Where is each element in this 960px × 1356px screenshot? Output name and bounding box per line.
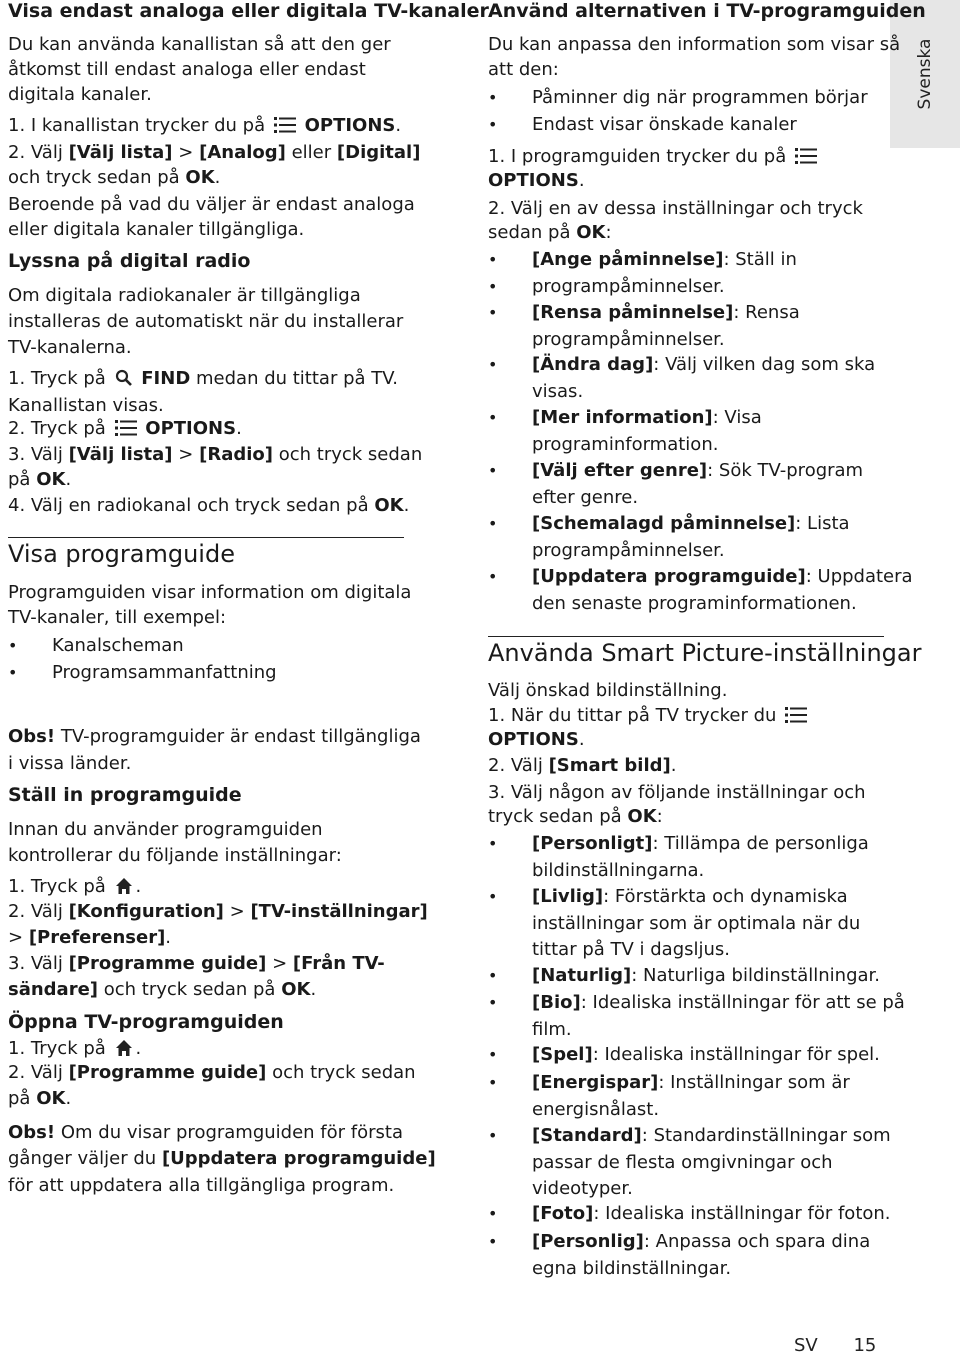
list-continuation: programpåminnelser. <box>532 329 725 350</box>
section-heading-guide-options: Använd alternativen i TV-programguiden <box>488 0 926 22</box>
language-label: Svenska <box>915 38 935 110</box>
options-icon <box>785 706 807 724</box>
list-item <box>488 1070 850 1096</box>
menu-item-label: [Mer information] <box>532 407 713 428</box>
list-continuation: programinformation. <box>532 434 719 455</box>
note-text: TV-programguider är endast tillgängliga <box>60 726 421 747</box>
step-text: eller <box>291 142 332 163</box>
list-continuation: egna bildinställningar. <box>532 1258 732 1279</box>
list-item <box>488 352 875 378</box>
ok-label: OK <box>36 469 66 490</box>
step-line <box>488 220 612 246</box>
item-desc: : Lista <box>795 513 850 534</box>
step-text: 2. Välj <box>8 142 63 163</box>
step-line <box>8 925 171 951</box>
step-line <box>488 144 820 170</box>
list-item <box>488 1042 880 1068</box>
menu-item-label: [Livlig] <box>532 886 604 907</box>
step-text: 2. Tryck på <box>8 418 106 439</box>
menu-item-label: [Spel] <box>532 1044 593 1065</box>
menu-item-label: [Preferenser] <box>28 927 166 948</box>
separator: > <box>178 142 194 163</box>
item-desc: : Visa <box>712 407 762 428</box>
step-line <box>488 804 663 830</box>
step-text: 2. Välj <box>488 755 543 776</box>
find-label: FIND <box>141 368 191 389</box>
step-text: sedan på <box>488 222 571 243</box>
ok-label: OK <box>627 806 657 827</box>
step-line <box>8 1060 416 1086</box>
step-text: 1. I programguiden trycker du på <box>488 146 787 167</box>
menu-item-label: [Standard] <box>532 1125 642 1146</box>
punct: . <box>403 495 410 516</box>
text-line: Du kan använda kanallistan så att den ger <box>8 34 391 55</box>
punct: . <box>65 1088 72 1109</box>
step-text: och tryck sedan på <box>103 979 276 1000</box>
text-line: digitala kanaler. <box>8 84 152 105</box>
text-line: eller digitala kanaler tillgängliga. <box>8 219 305 240</box>
step-line <box>8 467 71 493</box>
punct: . <box>670 755 677 776</box>
text-line: Välj önskad bildinställning. <box>488 680 728 701</box>
text-line: TV-kanaler, till exempel: <box>8 607 227 628</box>
note-text: Om du visar programguiden för första <box>60 1122 403 1143</box>
page-footer <box>794 1335 876 1356</box>
step-line <box>488 168 585 194</box>
list-continuation: videotyper. <box>532 1178 633 1199</box>
step-text: 2. Välj <box>8 901 63 922</box>
punct: . <box>578 170 585 191</box>
list-item <box>488 1229 870 1255</box>
item-desc: : Tillämpa de personliga <box>652 833 869 854</box>
list-item: • Programsammanfattning <box>8 660 277 686</box>
text-line: Beroende på vad du väljer är endast analoga <box>8 194 415 215</box>
item-desc: : Sök TV-program <box>707 460 864 481</box>
note-label: Obs! <box>8 1122 56 1143</box>
item-desc: : Förstärkta och dynamiska <box>603 886 848 907</box>
punct: . <box>65 469 72 490</box>
section-divider <box>8 537 404 538</box>
step-text: 2. Välj <box>8 1062 63 1083</box>
menu-item-label: [Välj lista] <box>68 444 173 465</box>
search-icon <box>115 369 133 387</box>
item-desc: : Inställningar som är <box>658 1072 850 1093</box>
menu-item-label: [Konfiguration] <box>68 901 224 922</box>
list-item <box>488 1201 891 1227</box>
list-item <box>488 458 863 484</box>
list-item: • Påminner dig när programmen börjar <box>488 85 868 111</box>
text-line: Kanallistan visas. <box>8 395 164 416</box>
text-line: TV-kanalerna. <box>8 337 132 358</box>
text-line: kontrollerar du följande inställningar: <box>8 845 342 866</box>
step-line <box>8 140 420 166</box>
step-text: och tryck sedan på <box>8 167 180 188</box>
ok-label: OK <box>576 222 606 243</box>
punct: . <box>578 729 585 750</box>
text-line: i vissa länder. <box>8 753 132 774</box>
menu-item-label: [Smart bild] <box>548 755 671 776</box>
item-desc: : Välj vilken dag som ska <box>653 354 876 375</box>
text-line: 3. Välj någon av följande inställningar och <box>488 782 866 803</box>
list-continuation: tittar på TV i dagsljus. <box>532 939 731 960</box>
menu-item-label: [Personlig] <box>532 1231 644 1252</box>
menu-item-label: sändare] <box>8 979 99 1000</box>
text-line: för att uppdatera alla tillgängliga program. <box>8 1175 395 1196</box>
step-text: tryck sedan på <box>488 806 622 827</box>
list-continuation <box>488 274 725 300</box>
options-icon <box>795 147 817 165</box>
list-item <box>488 884 848 910</box>
step-text: 1. Tryck på <box>8 368 106 389</box>
note-line <box>8 1146 436 1172</box>
list-item <box>488 831 869 857</box>
step-text: och tryck sedan <box>272 1062 416 1083</box>
punct: . <box>165 927 172 948</box>
note-line <box>8 1120 403 1146</box>
punct: : <box>656 806 663 827</box>
options-label: OPTIONS <box>488 729 579 750</box>
step-text: på <box>8 1088 31 1109</box>
step-line <box>488 703 810 729</box>
options-label: OPTIONS <box>304 115 396 136</box>
step-text: 3. Välj <box>8 444 63 465</box>
step-line <box>8 165 220 191</box>
step-line <box>8 1036 141 1062</box>
page-number: 15 <box>853 1335 877 1356</box>
list-item: • Endast visar önskade kanaler <box>488 112 797 138</box>
item-desc: : Idealiska inställningar för spel. <box>592 1044 880 1065</box>
step-text: 1. I kanallistan trycker du på <box>8 115 266 136</box>
text-line: installeras de automatiskt när du installerar <box>8 311 404 332</box>
item-desc: : Naturliga bildinställningar. <box>631 965 880 986</box>
list-item <box>488 405 762 431</box>
step-text: medan du tittar på TV. <box>196 368 398 389</box>
list-continuation: energisnålast. <box>532 1099 660 1120</box>
note-label: Obs! <box>8 726 56 747</box>
step-line <box>8 899 428 925</box>
item-desc: : Idealiska inställningar för foton. <box>593 1203 891 1224</box>
step-line <box>488 753 677 779</box>
step-text: 1. När du tittar på TV trycker du <box>488 705 777 726</box>
step-line <box>8 874 141 900</box>
menu-item-label: [Foto] <box>532 1203 594 1224</box>
step-text: 1. Tryck på <box>8 876 106 897</box>
item-desc: : Ställ in <box>723 249 797 270</box>
list-item <box>488 1123 891 1149</box>
list-item <box>488 511 850 537</box>
step-line <box>8 951 385 977</box>
subheading-digital-radio: Lyssna på digital radio <box>8 250 251 272</box>
step-text: 4. Välj en radiokanal och tryck sedan på <box>8 495 369 516</box>
list-item <box>488 564 913 590</box>
options-icon <box>115 419 137 437</box>
list-item: • Kanalscheman <box>8 633 184 659</box>
punct: . <box>135 876 142 897</box>
subheading-setup-guide: Ställ in programguide <box>8 784 242 806</box>
options-icon <box>274 116 296 134</box>
list-item <box>488 963 880 989</box>
item-desc: : Rensa <box>733 302 800 323</box>
options-label: OPTIONS <box>145 418 237 439</box>
separator: > <box>178 444 194 465</box>
step-line <box>8 366 398 392</box>
list-item <box>488 990 905 1016</box>
separator: > <box>8 927 24 948</box>
text-line: Du kan anpassa den information som visar så <box>488 34 901 55</box>
item-desc: : Uppdatera <box>805 566 913 587</box>
punct: . <box>310 979 317 1000</box>
ok-label: OK <box>281 979 311 1000</box>
step-line <box>8 493 409 519</box>
subheading-open-guide: Öppna TV-programguiden <box>8 1011 284 1033</box>
item-desc: : Anpassa och spara dina <box>643 1231 871 1252</box>
menu-item-label: [Personligt] <box>532 833 653 854</box>
section-heading-analog-digital: Visa endast analoga eller digitala TV-kanaler <box>8 0 489 22</box>
menu-item-label: [Ange påminnelse] <box>532 249 724 270</box>
menu-item-label: [Schemalagd påminnelse] <box>532 513 796 534</box>
menu-item-label: [Välj lista] <box>68 142 173 163</box>
menu-item-label: [Energispar] <box>532 1072 659 1093</box>
list-continuation: den senaste programinformationen. <box>532 593 857 614</box>
menu-item-label: [Programme guide] <box>68 1062 267 1083</box>
list-continuation: efter genre. <box>532 487 639 508</box>
ok-label: OK <box>36 1088 66 1109</box>
text-line: Innan du använder programguiden <box>8 819 323 840</box>
step-line <box>8 113 401 139</box>
separator: > <box>272 953 288 974</box>
punct: : <box>605 222 612 243</box>
punct: . <box>135 1038 142 1059</box>
punct: . <box>395 115 402 136</box>
menu-item-label: [Välj efter genre] <box>532 460 708 481</box>
note-text: gånger väljer du <box>8 1148 157 1169</box>
item-desc: : Idealiska inställningar för att se på <box>580 992 905 1013</box>
ok-label: OK <box>374 495 404 516</box>
step-line <box>488 727 585 753</box>
list-item <box>488 300 800 326</box>
menu-item-label: [Uppdatera programguide] <box>161 1148 436 1169</box>
menu-item-label: [Naturlig] <box>532 965 632 986</box>
text-line: åtkomst till endast analoga eller endast <box>8 59 366 80</box>
item-desc: : Standardinställningar som <box>641 1125 891 1146</box>
list-item <box>488 247 797 273</box>
list-continuation: film. <box>532 1019 572 1040</box>
text-line: att den: <box>488 59 559 80</box>
list-continuation: visas. <box>532 381 584 402</box>
menu-item-label: [Uppdatera programguide] <box>532 566 806 587</box>
list-continuation: passar de flesta omgivningar och <box>532 1152 833 1173</box>
step-text: och tryck sedan <box>278 444 423 465</box>
separator: > <box>229 901 245 922</box>
options-label: OPTIONS <box>488 170 579 191</box>
menu-item-label: [Rensa påminnelse] <box>532 302 734 323</box>
home-icon <box>115 1039 133 1057</box>
item-desc: programpåminnelser. <box>532 276 725 297</box>
menu-item-label: [Digital] <box>336 142 421 163</box>
text-line: Programguiden visar information om digitala <box>8 582 412 603</box>
footer-lang: SV <box>794 1335 818 1356</box>
menu-item-label: [Ändra dag] <box>532 354 654 375</box>
step-text: 1. Tryck på <box>8 1038 106 1059</box>
menu-item-label: [Analog] <box>199 142 286 163</box>
section-heading-program-guide: Visa programguide <box>8 540 235 568</box>
ok-label: OK <box>185 167 215 188</box>
list-continuation: bildinställningarna. <box>532 860 705 881</box>
punct: . <box>236 418 242 439</box>
section-heading-smart-picture: Använda Smart Picture-inställningar <box>488 639 922 667</box>
section-divider <box>488 636 884 637</box>
menu-item-label: [Bio] <box>532 992 581 1013</box>
step-line <box>8 442 422 468</box>
punct: . <box>214 167 221 188</box>
menu-item-label: [Radio] <box>199 444 273 465</box>
list-continuation: inställningar som är optimala när du <box>532 913 861 934</box>
menu-item-label: [TV-inställningar] <box>250 901 428 922</box>
text-line: 2. Välj en av dessa inställningar och tryck <box>488 198 863 219</box>
step-text: på <box>8 469 31 490</box>
list-continuation: programpåminnelser. <box>532 540 725 561</box>
note-line <box>8 724 421 750</box>
step-text: 3. Välj <box>8 953 63 974</box>
step-line <box>8 977 316 1003</box>
step-line <box>8 1086 71 1112</box>
step-line <box>8 416 242 442</box>
text-line: Om digitala radiokanaler är tillgängliga <box>8 285 361 306</box>
menu-item-label: [Från TV- <box>292 953 385 974</box>
menu-item-label: [Programme guide] <box>68 953 267 974</box>
home-icon <box>115 877 133 895</box>
